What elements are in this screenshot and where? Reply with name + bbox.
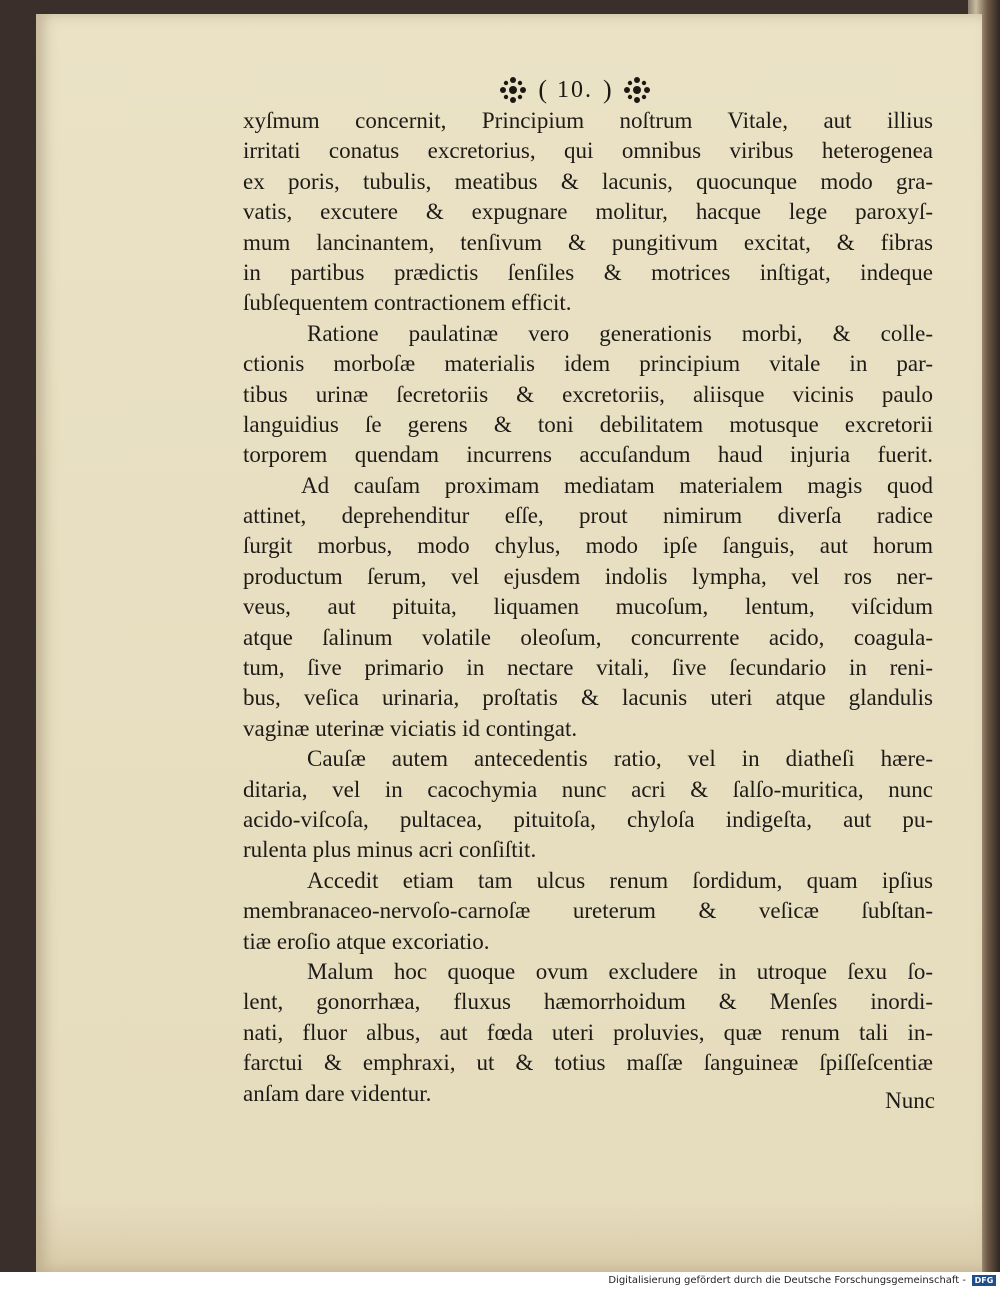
attribution-text: Digitalisierung gefördert durch die Deutsche Forschungsgemeinschaft - (608, 1275, 966, 1286)
page-bottom-shading (36, 1202, 982, 1272)
text-line: ctionis morboſæ materialis idem principium vitale in par- (243, 351, 933, 377)
text-line: Cauſæ autem antecedentis ratio, vel in diatheſi hære- (307, 746, 933, 772)
text-line: ſurgit morbus, modo chylus, modo ipſe ſanguis, aut horum (243, 533, 933, 559)
text-line: tibus urinæ ſecretoriis & excretoriis, aliisque vicinis paulo (243, 381, 933, 407)
text-line: mum lancinantem, tenſivum & pungitivum excitat, & fibras (243, 229, 933, 255)
text-line: membranaceo-nervoſo-carnoſæ ureterum & veſicæ ſubſtan- (243, 898, 933, 924)
text-line: tum, ſive primario in nectare vitali, ſive ſecundario in reni- (243, 655, 933, 681)
text-line: nati, fluor albus, aut fœda uteri proluvies, quæ renum tali in- (243, 1019, 933, 1045)
text-line: Ad cauſam proximam mediatam materialem magis quod (301, 472, 933, 498)
text-line: veus, aut pituita, liquamen mucoſum, lentum, viſcidum (243, 594, 933, 620)
text-line: rulenta plus minus acri conſiſtit. (243, 837, 537, 863)
text-line: lent, gonorrhæa, fluxus hæmorrhoidum & Menſes inordi- (243, 989, 933, 1015)
text-line: torporem quendam incurrens accuſandum haud injuria fuerit. (243, 442, 933, 468)
text-line: Malum hoc quoque ovum excludere in utroque ſexu ſo- (307, 958, 933, 984)
text-line: ditaria, vel in cacochymia nunc acri & ſalſo-muritica, nunc (243, 776, 933, 802)
text-line: Accedit etiam tam ulcus renum ſordidum, quam ipſius (307, 867, 933, 893)
text-line: ſubſequentem contractionem efficit. (243, 290, 572, 316)
text-line: xyſmum concernit, Principium noſtrum Vitale, aut illius (243, 108, 933, 133)
ornament-right-icon (622, 75, 652, 105)
text-line: irritati conatus excretorius, qui omnibus viribus heterogenea (243, 138, 933, 164)
attribution-footer (0, 1272, 1000, 1289)
body-text (243, 106, 933, 1109)
text-line: atque ſalinum volatile oleoſum, concurrente acido, coagula- (243, 624, 933, 650)
text-line: ex poris, tubulis, meatibus & lacunis, quocunque modo gra- (243, 168, 933, 194)
header-paren-open: ( (538, 75, 547, 104)
text-line: tiæ eroſio atque excoriatio. (243, 928, 490, 954)
text-line: anſam dare videntur. (243, 1080, 432, 1106)
text-line: attinet, deprehenditur eſſe, prout nimirum diverſa radice (243, 503, 933, 529)
page-number: 10. (557, 76, 593, 103)
header-paren-close: ) (603, 75, 612, 104)
text-line: farctui & emphraxi, ut & totius maſſæ ſanguineæ ſpiſſeſcentiæ (243, 1050, 933, 1076)
text-line: vatis, excutere & expugnare molitur, hacque lege paroxyſ- (243, 199, 933, 225)
text-line: Ratione paulatinæ vero generationis morbi, & colle- (307, 320, 933, 346)
dfg-logo[interactable]: DFG (972, 1275, 996, 1286)
ornament-left-icon (498, 75, 528, 105)
text-line: productum ſerum, vel ejusdem indolis lympha, vel ros ner- (243, 563, 933, 589)
page-header (480, 72, 670, 108)
text-line: languidius ſe gerens & toni debilitatem motusque excretorii (243, 411, 933, 437)
catchword: Nunc (885, 1088, 935, 1113)
text-line: acido-viſcoſa, pultacea, pituitoſa, chyloſa indigeſta, aut pu- (243, 806, 933, 832)
text-line: bus, veſica urinaria, proſtatis & lacunis uteri atque glandulis (243, 685, 933, 711)
text-line: vaginæ uterinæ viciatis id contingat. (243, 715, 578, 741)
text-line: in partibus prædictis ſenſiles & motrices inſtigat, indeque (243, 259, 933, 285)
